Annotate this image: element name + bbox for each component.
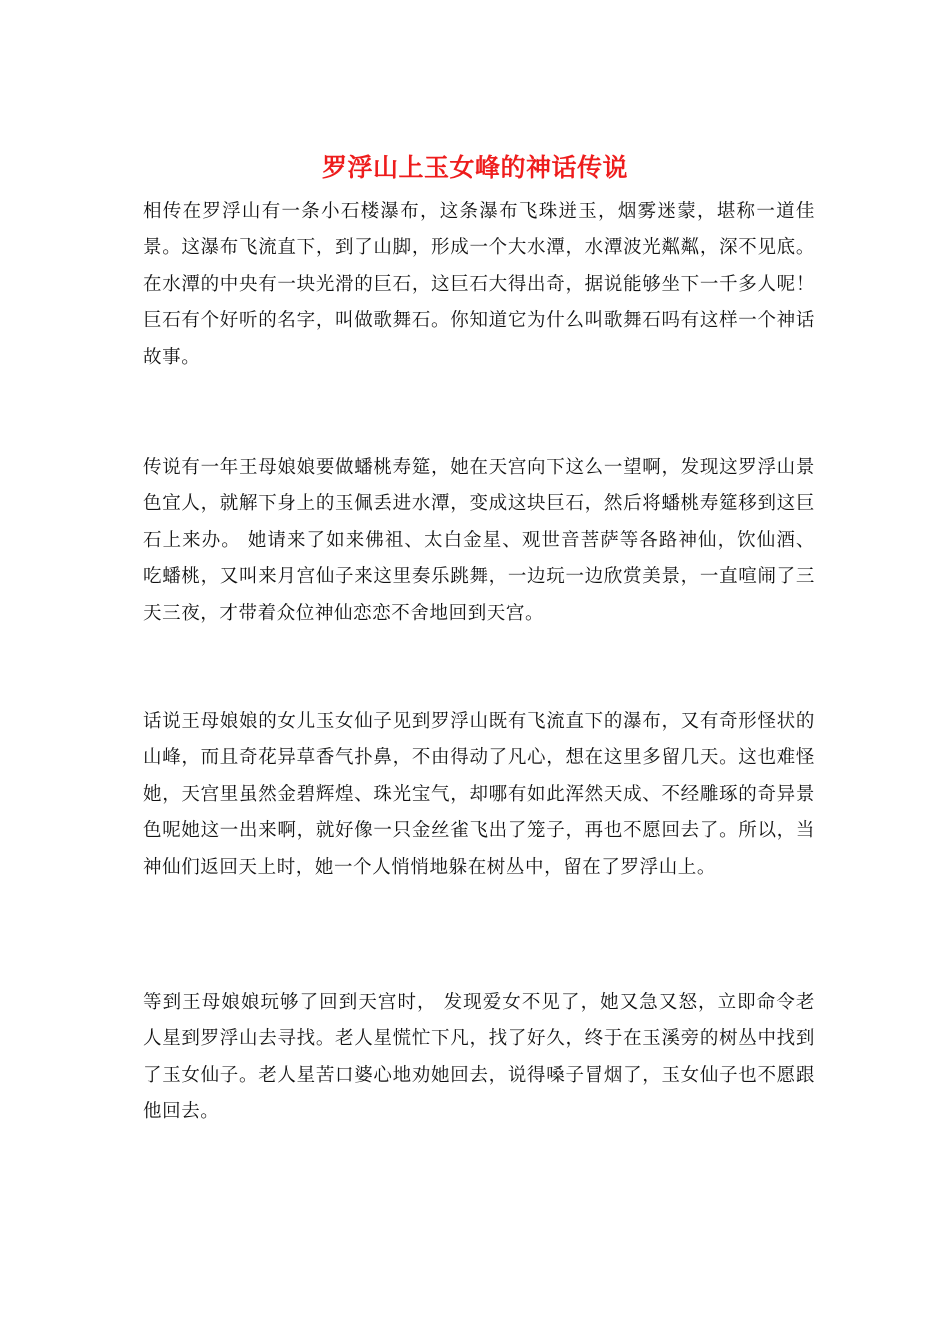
paragraph: 等到王母娘娘玩够了回到天宫时， 发现爱女不见了，她又急又怒，立即命令老人星到罗浮山去寻找。老人星慌忙下凡，找了好久，终于在玉溪旁的树丛中找到了玉女仙子。老人星苦口婆心地劝她回去，说得嗓子冒烟了，玉女仙子也不愿跟他回去。	[143, 992, 815, 1123]
paragraph: 话说王母娘娘的女儿玉女仙子见到罗浮山既有飞流直下的瀑布，又有奇形怪状的山峰，而且奇花异草香气扑鼻，不由得动了凡心，想在这里多留几天。这也难怪她，天宫里虽然金碧辉煌、珠光宝气，却哪有如此浑然天成、不经雕琢的奇异景色呢她这一出来啊，就好像一只金丝雀飞出了笼子，再也不愿回去了。所以，当神仙们返回天上时，她一个人悄悄地躲在树丛中，留在了罗浮山上。	[143, 711, 815, 878]
document-title: 罗浮山上玉女峰的神话传说	[321, 153, 628, 182]
paragraph: 相传在罗浮山有一条小石楼瀑布，这条瀑布飞珠迸玉，烟雾迷蒙，堪称一道佳景。这瀑布飞流直下，到了山脚，形成一个大水潭，水潭波光粼粼，深不见底。在水潭的中央有一块光滑的巨石，这巨石大得出奇，据说能够坐下一千多人呢！巨石有个好听的名字，叫做歌舞石。你知道它为什么叫歌舞石吗有这样一个神话故事。	[143, 201, 815, 368]
paragraph: 传说有一年王母娘娘要做蟠桃寿筵，她在天宫向下这么一望啊，发现这罗浮山景色宜人，就解下身上的玉佩丢进水潭，变成这块巨石，然后将蟠桃寿筵移到这巨石上来办。 她请来了如来佛祖、太白金星、观世音菩萨等各路神仙，饮仙酒、吃蟠桃，又叫来月宫仙子来这里奏乐跳舞，一边玩一边欣赏美景，一直喧闹了三天三夜，才带着众位神仙恋恋不舍地回到天宫。	[143, 457, 815, 624]
